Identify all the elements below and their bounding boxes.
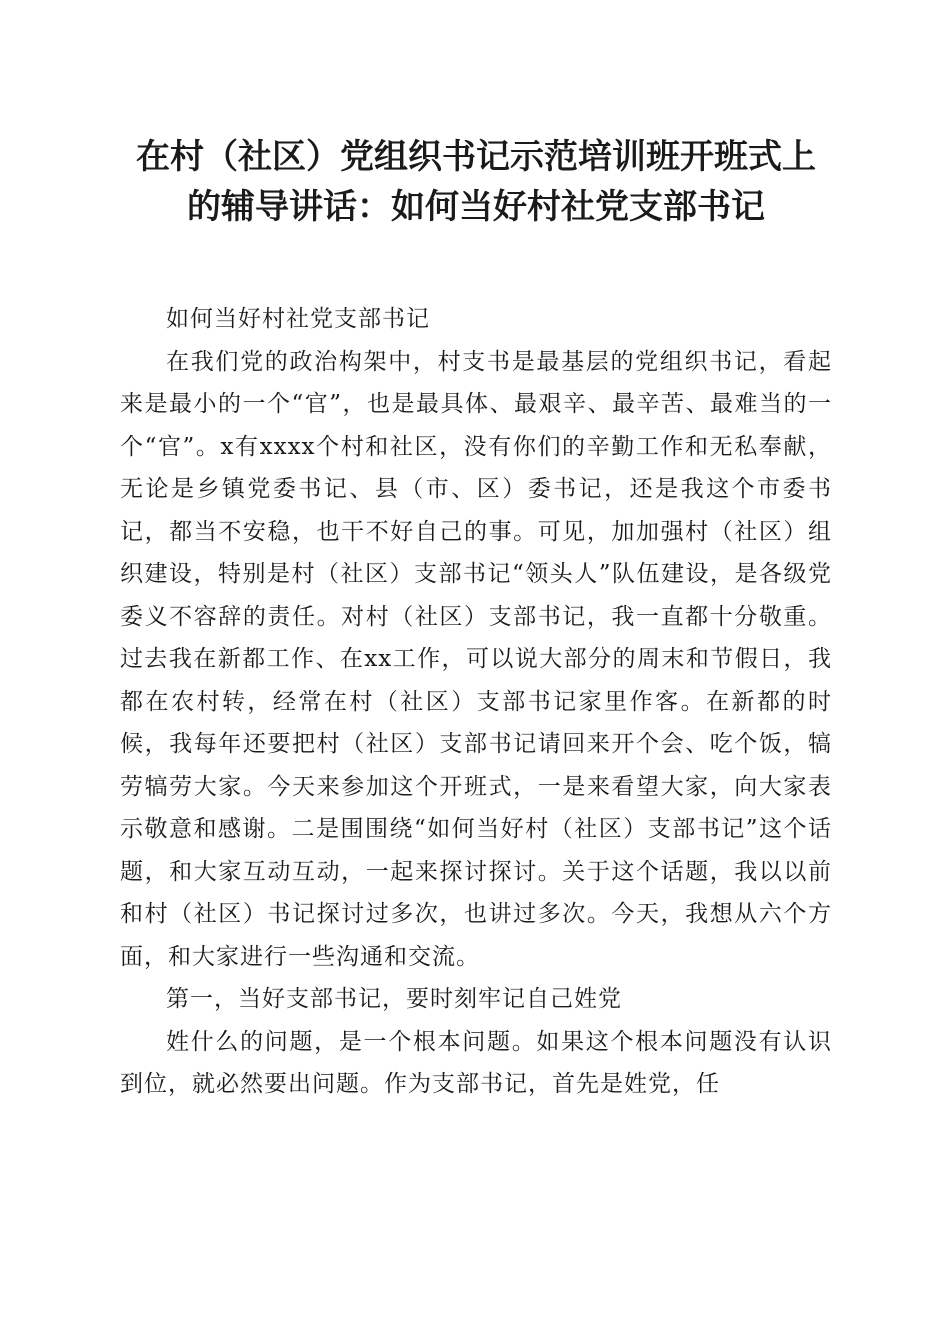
document-body [120, 298, 832, 1106]
document-title [120, 132, 832, 232]
paragraph-subtitle: 如何当好村社党支部书记 [166, 306, 430, 332]
paragraph-intro: 在我们党的政治构架中，村支书是最基层的党组织书记，看起来是最小的一个“官”，也是最具体、最艰辛、最辛苦、最难当的一个“官”。x有xxxx个村和社区，没有你们的辛勤工作和无私奉献，无论是乡镇党委书记、县（市、区）委书记，还是我这个市委书记，都当不安稳，也干不好自己的事。可见，加加强村（社区）组织建设，特别是村（社区）支部书记“领头人”队伍建设，是各级党委义不容辞的责任。对村（社区）支部书记，我一直都十分敬重。过去我在新都工作、在xx工作，可以说大部分的周末和节假日，我都在农村转，经常在村（社区）支部书记家里作客。在新都的时候，我每年还要把村（社区）支部书记请回来开个会、吃个饭，犒劳犒劳大家。今天来参加这个开班式，一是来看望大家，向大家表示敬意和感谢。二是围围绕“如何当好村（社区）支部书记”这个话题，和大家互动互动，一起来探讨探讨。关于这个话题，我以以前和村（社区）书记探讨过多次，也讲过多次。今天，我想从六个方面，和大家进行一些沟通和交流。 [120, 348, 832, 970]
section-heading-first: 第一，当好支部书记，要时刻牢记自己姓党 [166, 986, 622, 1012]
document-title-line-1: 在村（社区）党组织书记示范培训班开班式上 [136, 137, 816, 177]
paragraph-section-first: 姓什么的问题，是一个根本问题。如果这个根本问题没有认识到位，就必然要出问题。作为支部书记，首先是姓党，任 [120, 1028, 832, 1097]
document-title-line-2: 的辅导讲话：如何当好村社党支部书记 [187, 187, 765, 227]
